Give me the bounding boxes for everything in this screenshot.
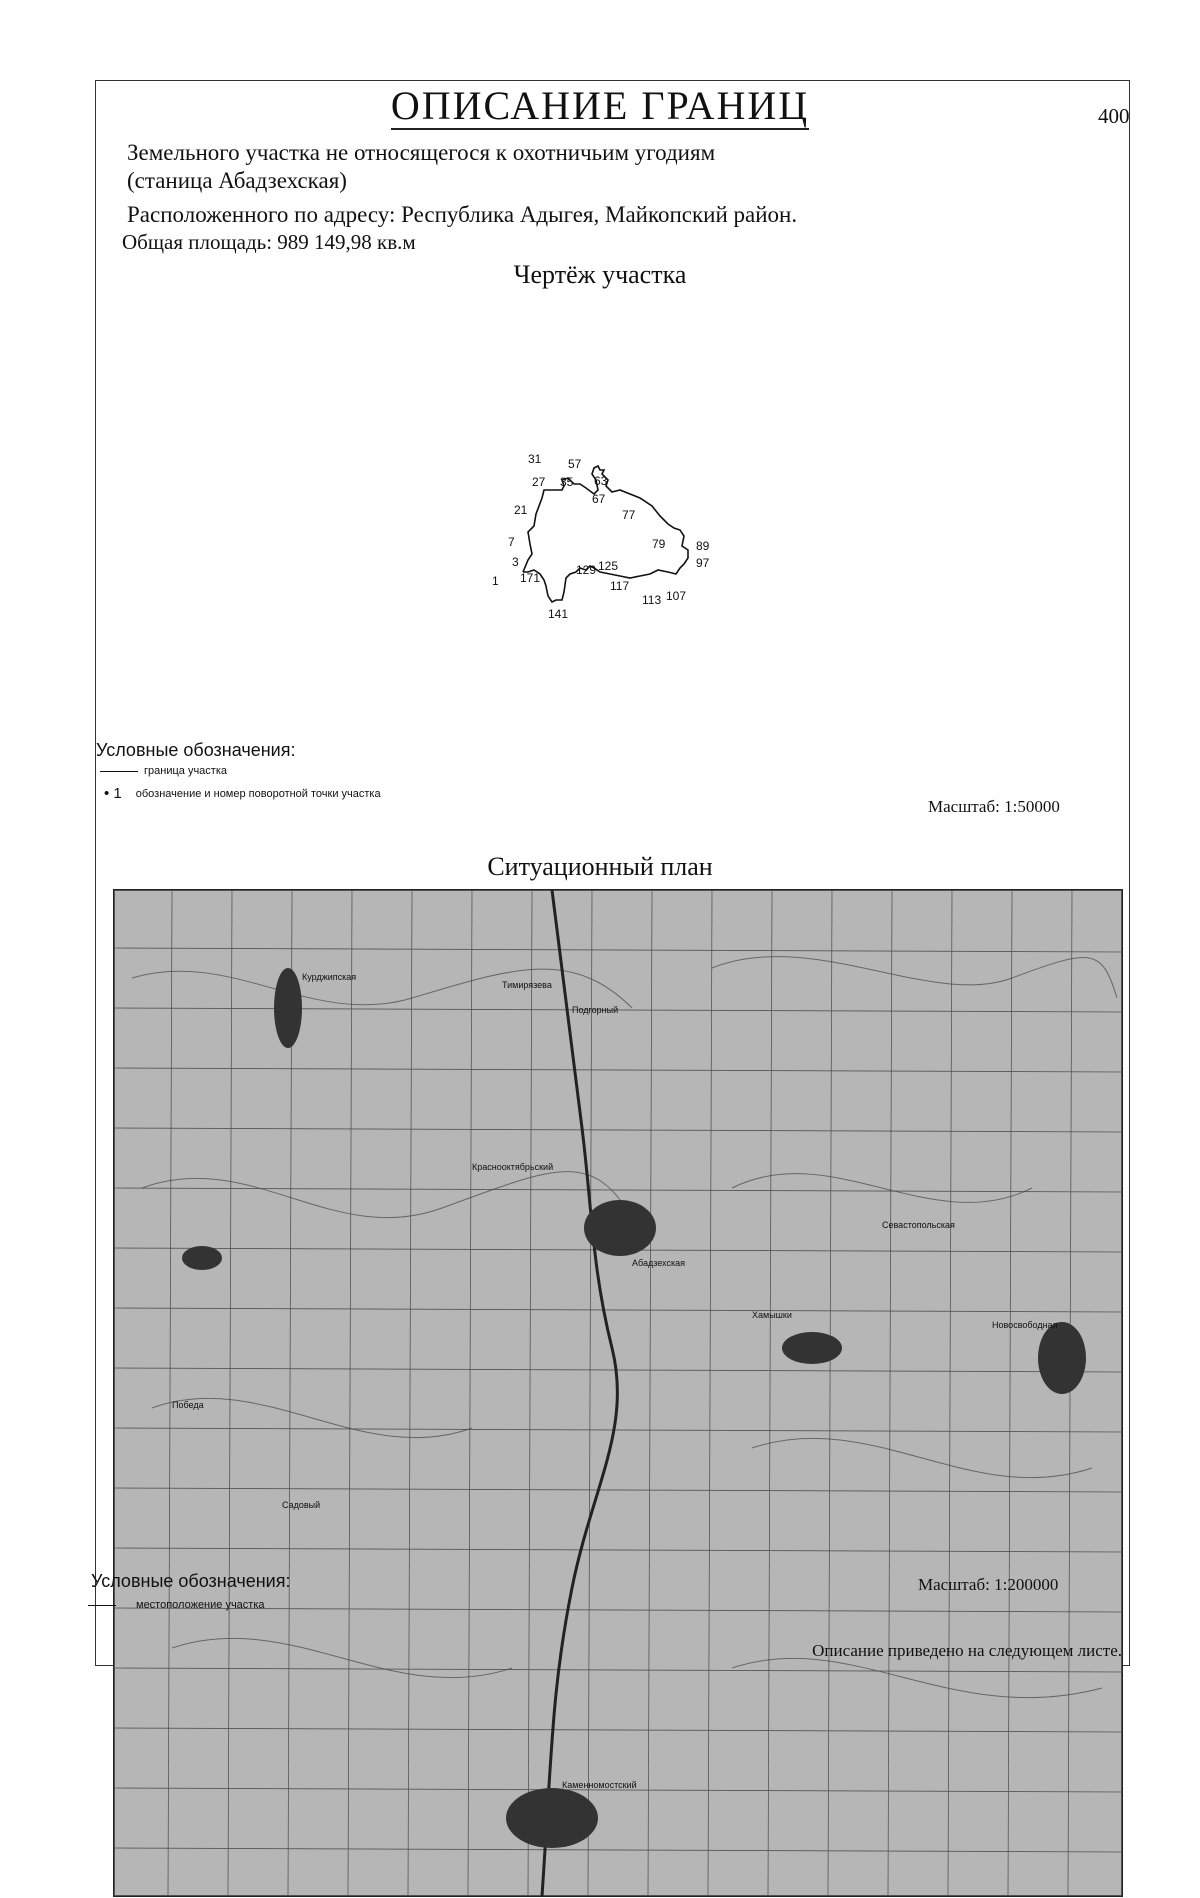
legend-location: [88, 1599, 265, 1611]
legend-point: [104, 785, 381, 802]
footer-note: Описание приведено на следующем листе.: [812, 1641, 1122, 1660]
point-label: 57: [568, 457, 582, 471]
point-label: 141: [548, 607, 569, 621]
point-label: 89: [696, 539, 710, 553]
map-label: Хамышки: [752, 1310, 792, 1320]
map-scale: Масштаб: 1:200000: [918, 1575, 1059, 1594]
map-label: Абадзехская: [632, 1258, 685, 1268]
drawing-scale: Масштаб: 1:50000: [928, 797, 1060, 816]
point-symbol: • 1: [104, 785, 122, 802]
parcel-drawing: [490, 440, 770, 640]
description-line-1: Земельного участка не относящегося к охотничьим угодиям: [127, 140, 716, 165]
point-label: 1: [492, 574, 499, 588]
situation-map: [112, 888, 1124, 1898]
description-line-2: (станица Абадзехская): [127, 168, 347, 193]
point-label: 31: [528, 452, 542, 466]
map-label: Тимирязева: [502, 980, 552, 990]
point-label: 3: [512, 555, 519, 569]
point-label: 97: [696, 556, 710, 570]
map-label: Курджипская: [302, 972, 357, 982]
map-label: Севастопольская: [882, 1220, 955, 1230]
point-label: 129: [576, 563, 597, 577]
point-label: 35: [560, 475, 574, 489]
legend-location-label: местоположение участка: [136, 1599, 265, 1611]
point-label: 77: [622, 508, 636, 522]
page-number: 400: [1098, 104, 1130, 128]
point-label: 113: [642, 593, 662, 607]
point-label: 107: [666, 589, 687, 603]
legend-heading: Условные обозначения:: [96, 740, 296, 760]
map-label: Садовый: [282, 1500, 321, 1510]
legend-boundary-label: граница участка: [144, 765, 227, 777]
map-label: Новосвободная: [992, 1320, 1058, 1330]
legend-boundary: [100, 765, 227, 777]
location-line-symbol: [88, 1605, 116, 1606]
legend-point-label: обозначение и номер поворотной точки участка: [135, 787, 381, 800]
map-label: Победа: [172, 1400, 204, 1410]
map-label: Подгорный: [572, 1005, 619, 1015]
situation-title: Ситуационный план: [487, 852, 713, 881]
description-line-3: Расположенного по адресу: Республика Адыгея, Майкопский район.: [127, 202, 798, 227]
point-label: 27: [532, 475, 546, 489]
point-labels: [492, 452, 710, 621]
legend2-heading: Условные обозначения:: [91, 1571, 291, 1591]
point-label: 117: [610, 579, 630, 593]
point-label: 63: [594, 474, 608, 488]
point-label: 67: [592, 492, 606, 506]
boundary-line-symbol: [100, 771, 138, 772]
point-label: 125: [598, 559, 619, 573]
map-label: Краснооктябрьский: [472, 1162, 554, 1172]
total-area: Общая площадь: 989 149,98 кв.м: [122, 230, 416, 254]
point-label: 171: [520, 571, 541, 585]
drawing-title: Чертёж участка: [513, 260, 687, 289]
document-title: ОПИСАНИЕ ГРАНИЦ: [390, 83, 810, 128]
point-label: 21: [514, 503, 528, 517]
point-label: 7: [508, 535, 515, 549]
map-label: Каменномостский: [562, 1780, 637, 1790]
point-label: 79: [652, 537, 666, 551]
